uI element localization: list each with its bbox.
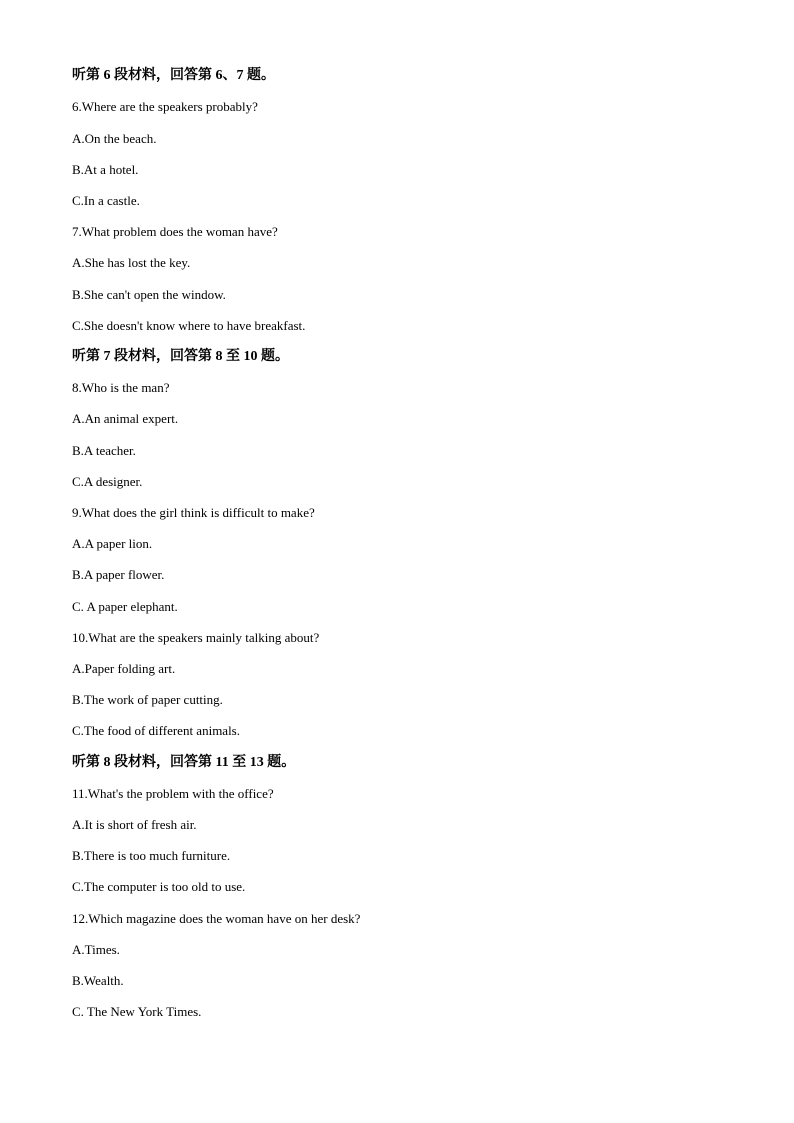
answer-option: A.It is short of fresh air. [72, 817, 197, 832]
question-text: 12.Which magazine does the woman have on her desk? [72, 911, 361, 926]
answer-option: B.She can't open the window. [72, 287, 226, 302]
answer-option: C.A designer. [72, 474, 143, 489]
answer-option: B.A teacher. [72, 443, 136, 458]
answer-option: B.The work of paper cutting. [72, 692, 223, 707]
question-text: 10.What are the speakers mainly talking about? [72, 630, 320, 645]
answer-option: A.An animal expert. [72, 411, 179, 426]
answer-option: B.Wealth. [72, 973, 124, 988]
answer-option: C.The computer is too old to use. [72, 879, 246, 894]
answer-option: A.On the beach. [72, 131, 157, 146]
answer-option: A.Paper folding art. [72, 661, 176, 676]
answer-option: C.The food of different animals. [72, 723, 240, 738]
section-heading: 听第 6 段材料，回答第 6、7 题。 [72, 68, 275, 83]
section-heading: 听第 7 段材料，回答第 8 至 10 题。 [72, 349, 289, 364]
answer-option: C. A paper elephant. [72, 599, 178, 614]
answer-option: B.There is too much furniture. [72, 848, 231, 863]
answer-option: B.At a hotel. [72, 162, 139, 177]
question-text: 6.Where are the speakers probably? [72, 99, 258, 114]
answer-option: A.A paper lion. [72, 536, 153, 551]
question-text: 7.What problem does the woman have? [72, 224, 278, 239]
answer-option: C.She doesn't know where to have breakfast. [72, 318, 306, 333]
answer-option: B.A paper flower. [72, 567, 165, 582]
answer-option: C. The New York Times. [72, 1004, 202, 1019]
question-text: 8.Who is the man? [72, 380, 170, 395]
section-heading: 听第 8 段材料，回答第 11 至 13 题。 [72, 755, 296, 770]
answer-option: A.Times. [72, 942, 120, 957]
question-text: 9.What does the girl think is difficult to make? [72, 505, 315, 520]
answer-option: C.In a castle. [72, 193, 140, 208]
answer-option: A.She has lost the key. [72, 255, 191, 270]
question-text: 11.What's the problem with the office? [72, 786, 274, 801]
